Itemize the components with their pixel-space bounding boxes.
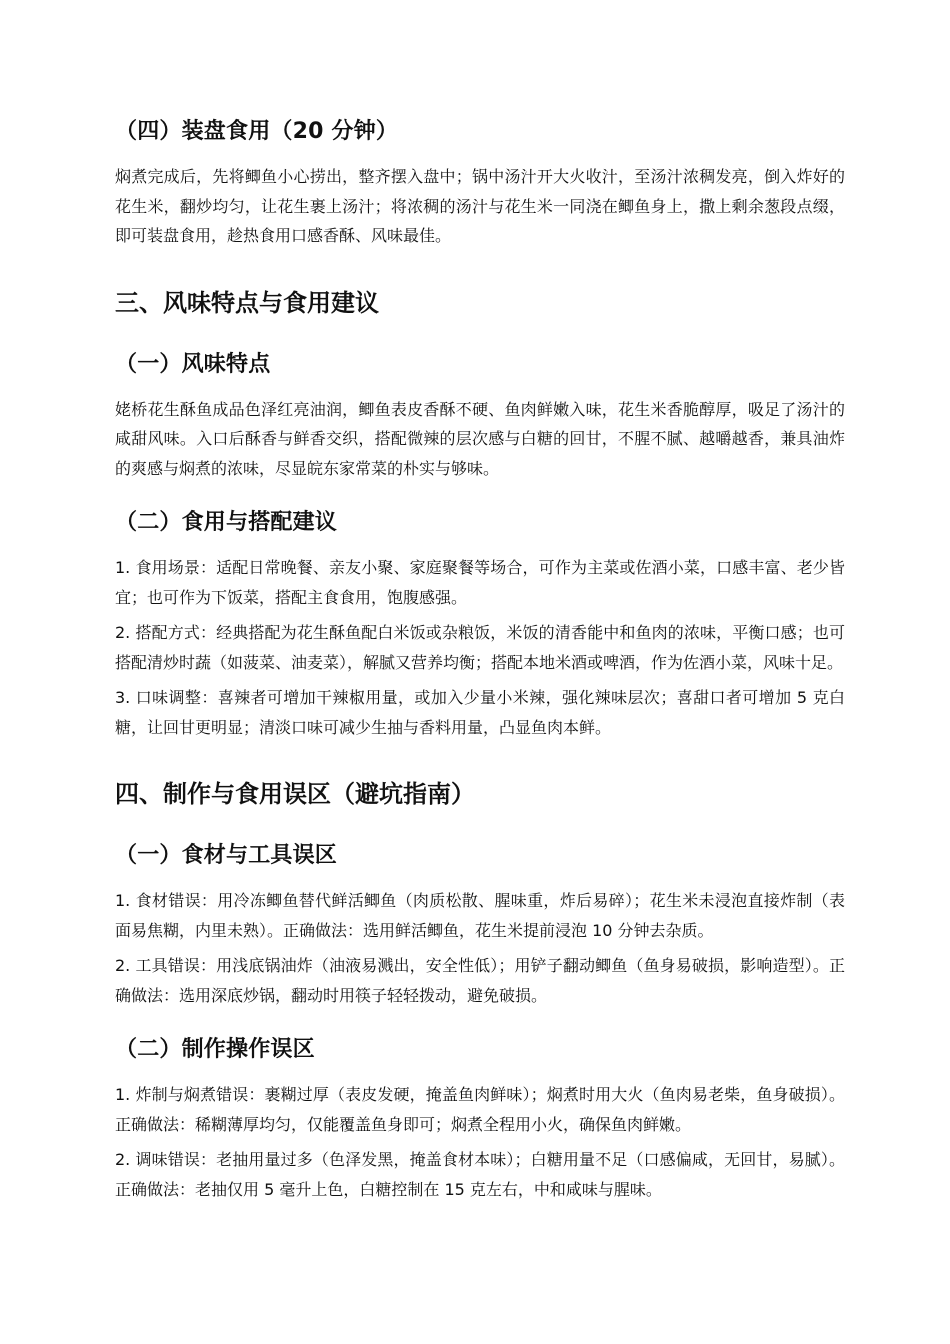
list-item: 3. 口味调整：喜辣者可增加干辣椒用量，或加入少量小米辣，强化辣味层次；喜甜口者可增加 5 克白糖，让回甘更明显；清淡口味可减少生抽与香料用量，凸显鱼肉本鲜。 xyxy=(115,688,845,737)
document-page xyxy=(115,112,845,1204)
list-item: 1. 食用场景：适配日常晚餐、亲友小聚、家庭聚餐等场合，可作为主菜或佐酒小菜，口感丰富、老少皆宜；也可作为下饭菜，搭配主食食用，饱腹感强。 xyxy=(115,558,845,607)
list-item: 2. 搭配方式：经典搭配为花生酥鱼配白米饭或杂粮饭，米饭的清香能中和鱼肉的浓味，平衡口感；也可搭配清炒时蔬（如菠菜、油麦菜），解腻又营养均衡；搭配本地米酒或啤酒，作为佐酒小菜，风味十足。 xyxy=(115,623,845,672)
heading-serve: （四）装盘食用（20 分钟） xyxy=(115,119,399,144)
chapter-heading-flavor: 三、风味特点与食用建议 xyxy=(115,288,379,317)
chapter-heading-pitfalls: 四、制作与食用误区（避坑指南） xyxy=(115,780,475,808)
heading-flavor-features: （一）风味特点 xyxy=(115,351,271,377)
list-item: 1. 食材错误：用冷冻鲫鱼替代鲜活鲫鱼（肉质松散、腥味重，炸后易碎）；花生米未浸泡直接炸制（表面易焦糊，内里未熟）。正确做法：选用鲜活鲫鱼，花生米提前浸泡 10 分钟去杂质。 xyxy=(115,891,845,940)
list-item: 1. 炸制与焖煮错误：裹糊过厚（表皮发硬，掩盖鱼肉鲜味）；焖煮时用大火（鱼肉易老柴，鱼身破损）。正确做法：稀糊薄厚均匀，仅能覆盖鱼身即可；焖煮全程用小火，确保鱼肉鲜嫩。 xyxy=(115,1085,845,1134)
paragraph-serve: 焖煮完成后，先将鲫鱼小心捞出，整齐摆入盘中；锅中汤汁开大火收汁，至汤汁浓稠发亮，倒入炸好的花生米，翻炒均匀，让花生裹上汤汁；将浓稠的汤汁与花生米一同浇在鲫鱼身上，撒上剩余葱段点缀，即可装盘食用，趁热食用口感香酥、风味最佳。 xyxy=(115,167,845,245)
list-item: 2. 工具错误：用浅底锅油炸（油液易溅出，安全性低）；用铲子翻动鲫鱼（鱼身易破损，影响造型）。正确做法：选用深底炒锅，翻动时用筷子轻轻拨动，避免破损。 xyxy=(115,956,845,1005)
heading-ingredient-pitfalls: （一）食材与工具误区 xyxy=(115,843,338,868)
paragraph-flavor-features: 姥桥花生酥鱼成品色泽红亮油润，鲫鱼表皮香酥不硬、鱼肉鲜嫩入味，花生米香脆醇厚，吸足了汤汁的咸甜风味。入口后酥香与鲜香交织，搭配微辣的层次感与白糖的回甘，不腥不腻、越嚼越香，兼具油炸的爽感与焖煮的浓味，尽显皖东家常菜的朴实与够味。 xyxy=(115,399,845,478)
heading-eating-suggestions: （二）食用与搭配建议 xyxy=(115,510,338,535)
heading-operation-pitfalls: （二）制作操作误区 xyxy=(115,1037,315,1062)
list-item: 2. 调味错误：老抽用量过多（色泽发黑，掩盖食材本味）；白糖用量不足（口感偏咸，无回甘，易腻）。正确做法：老抽仅用 5 毫升上色，白糖控制在 15 克左右，中和咸味与腥味。 xyxy=(115,1150,845,1199)
